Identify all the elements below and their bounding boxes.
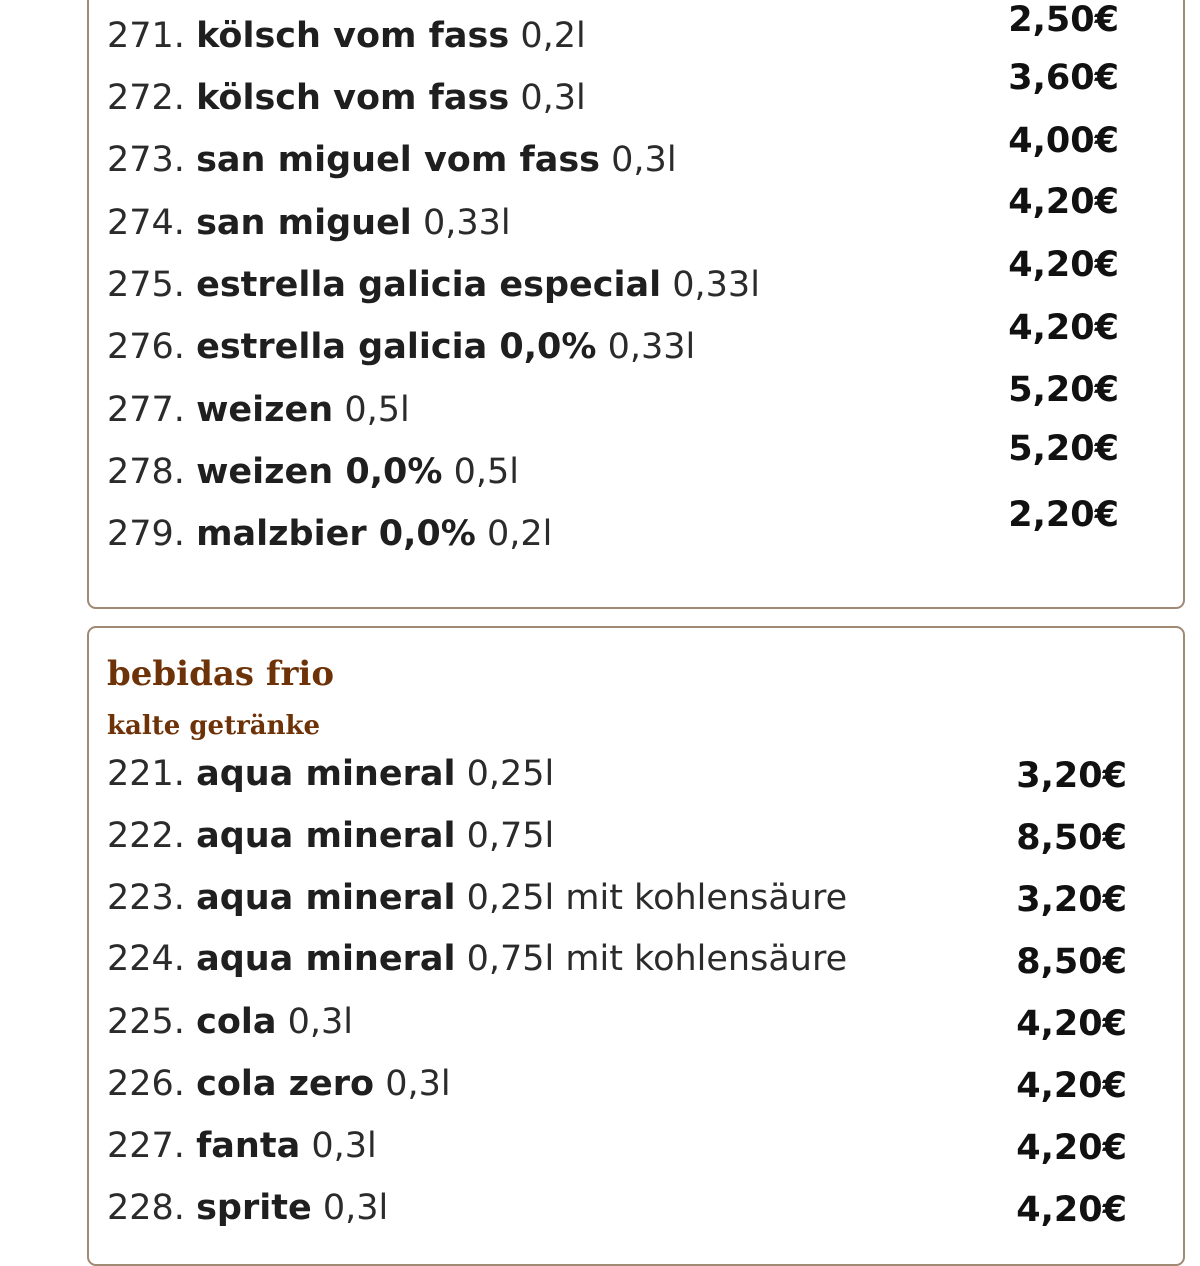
menu-item-272: [107, 76, 586, 120]
item-name: cola zero: [196, 1064, 375, 1104]
item-price: 4,20€: [1008, 182, 1119, 222]
item-name: aqua mineral: [196, 878, 456, 918]
item-number: 277.: [107, 390, 185, 430]
menu-item-279: [107, 512, 552, 556]
beer-menu-card: [87, 0, 1185, 609]
item-price: 4,00€: [1008, 121, 1119, 161]
item-name: weizen 0,0%: [196, 452, 443, 492]
item-price: 4,20€: [1016, 1004, 1127, 1044]
menu-item-275: [107, 263, 760, 307]
item-name: aqua mineral: [196, 754, 456, 794]
item-detail: 0,2l: [520, 16, 586, 56]
item-name: estrella galicia especial: [196, 265, 662, 305]
item-detail: 0,5l: [453, 452, 519, 492]
section-title: bebidas frio: [107, 654, 335, 694]
item-price: 4,20€: [1016, 1066, 1127, 1106]
cold-drinks-menu-card: [87, 626, 1185, 1266]
item-price: 8,50€: [1016, 942, 1127, 982]
item-number: 274.: [107, 203, 185, 243]
item-detail: 0,25l: [466, 754, 555, 794]
menu-item-276: [107, 325, 695, 369]
item-number: 224.: [107, 939, 185, 979]
section-subtitle: kalte getränke: [107, 711, 321, 741]
item-name: kölsch vom fass: [196, 16, 510, 56]
item-number: 227.: [107, 1126, 185, 1166]
menu-item-273: [107, 138, 677, 182]
item-name: san miguel: [196, 203, 412, 243]
item-number: 278.: [107, 452, 185, 492]
item-price: 4,20€: [1008, 308, 1119, 348]
menu-item-221: [107, 752, 554, 796]
item-detail: 0,3l: [322, 1188, 389, 1228]
menu-item-224: [107, 937, 847, 981]
item-detail: 0,75l: [466, 816, 555, 856]
item-price: 3,60€: [1008, 58, 1119, 98]
item-detail: 0,5l: [344, 390, 410, 430]
item-detail: 0,3l: [520, 78, 586, 118]
item-price: 3,20€: [1016, 880, 1127, 920]
item-detail: 0,2l: [486, 514, 553, 554]
item-detail: 0,75l mit kohlensäure: [466, 939, 848, 979]
item-name: sprite: [196, 1188, 312, 1228]
item-number: 223.: [107, 878, 185, 918]
item-price: 3,20€: [1016, 756, 1127, 796]
item-price: 5,20€: [1008, 429, 1119, 469]
item-detail: 0,33l: [422, 203, 511, 243]
item-number: 271.: [107, 16, 185, 56]
item-detail: 0,25l mit kohlensäure: [466, 878, 848, 918]
item-price: 8,50€: [1016, 818, 1127, 858]
menu-item-271: [107, 14, 586, 58]
item-detail: 0,3l: [385, 1064, 451, 1104]
item-number: 228.: [107, 1188, 185, 1228]
item-detail: 0,3l: [311, 1126, 377, 1166]
item-number: 273.: [107, 140, 185, 180]
item-name: aqua mineral: [196, 816, 456, 856]
item-price: 2,20€: [1008, 495, 1119, 535]
item-detail: 0,3l: [611, 140, 677, 180]
item-number: 275.: [107, 265, 185, 305]
item-name: weizen: [196, 390, 334, 430]
item-detail: 0,3l: [287, 1002, 354, 1042]
item-number: 272.: [107, 78, 185, 118]
item-number: 225.: [107, 1002, 185, 1042]
menu-item-225: [107, 1000, 353, 1044]
item-number: 221.: [107, 754, 185, 794]
item-price: 4,20€: [1016, 1190, 1127, 1230]
item-name: kölsch vom fass: [196, 78, 510, 118]
item-name: malzbier 0,0%: [196, 514, 476, 554]
item-number: 226.: [107, 1064, 185, 1104]
item-price: 5,20€: [1008, 370, 1119, 410]
item-price: 2,50€: [1008, 0, 1119, 40]
menu-item-274: [107, 201, 511, 245]
item-price: 4,20€: [1016, 1128, 1127, 1168]
item-name: fanta: [196, 1126, 301, 1166]
menu-item-278: [107, 450, 519, 494]
menu-item-227: [107, 1124, 377, 1168]
menu-item-277: [107, 388, 410, 432]
item-name: aqua mineral: [196, 939, 456, 979]
menu-item-223: [107, 876, 847, 920]
item-number: 276.: [107, 327, 185, 367]
menu-item-226: [107, 1062, 451, 1106]
menu-item-228: [107, 1186, 388, 1230]
menu-item-222: [107, 814, 554, 858]
item-detail: 0,33l: [607, 327, 696, 367]
item-number: 222.: [107, 816, 185, 856]
item-detail: 0,33l: [672, 265, 760, 305]
item-price: 4,20€: [1008, 245, 1119, 285]
item-name: cola: [196, 1002, 277, 1042]
item-name: san miguel vom fass: [196, 140, 601, 180]
item-name: estrella galicia 0,0%: [196, 327, 597, 367]
item-number: 279.: [107, 514, 185, 554]
